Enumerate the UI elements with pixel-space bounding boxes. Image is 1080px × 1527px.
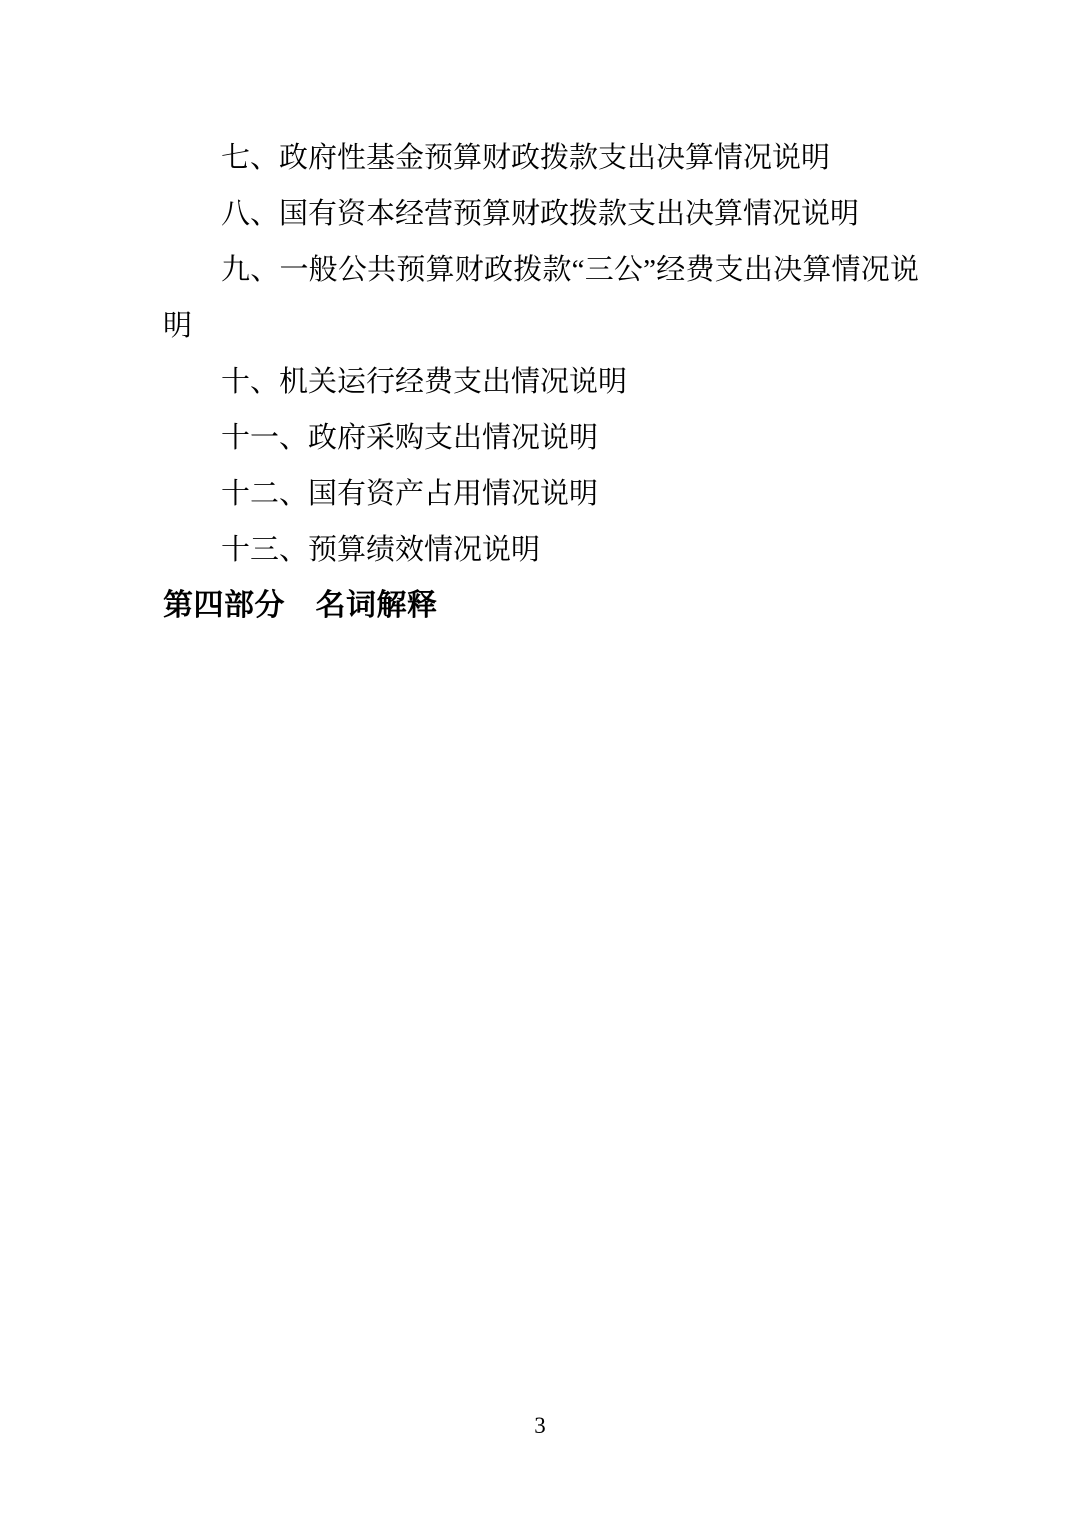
table-of-contents (163, 130, 919, 634)
section-heading: 第四部分 名词解释 (163, 589, 438, 622)
toc-item-10: 十、机关运行经费支出情况说明 (221, 366, 628, 398)
toc-item-8: 八、国有资本经营预算财政拨款支出决算情况说明 (221, 198, 860, 230)
page-number: 3 (534, 1413, 546, 1438)
toc-item-7: 七、政府性基金预算财政拨款支出决算情况说明 (221, 142, 831, 174)
toc-item-11: 十一、政府采购支出情况说明 (221, 422, 599, 454)
toc-item-13: 十三、预算绩效情况说明 (221, 534, 541, 566)
toc-item-12: 十二、国有资产占用情况说明 (221, 478, 599, 510)
toc-item-9: 九、一般公共预算财政拨款“三公”经费支出决算情况说明 (163, 254, 919, 342)
